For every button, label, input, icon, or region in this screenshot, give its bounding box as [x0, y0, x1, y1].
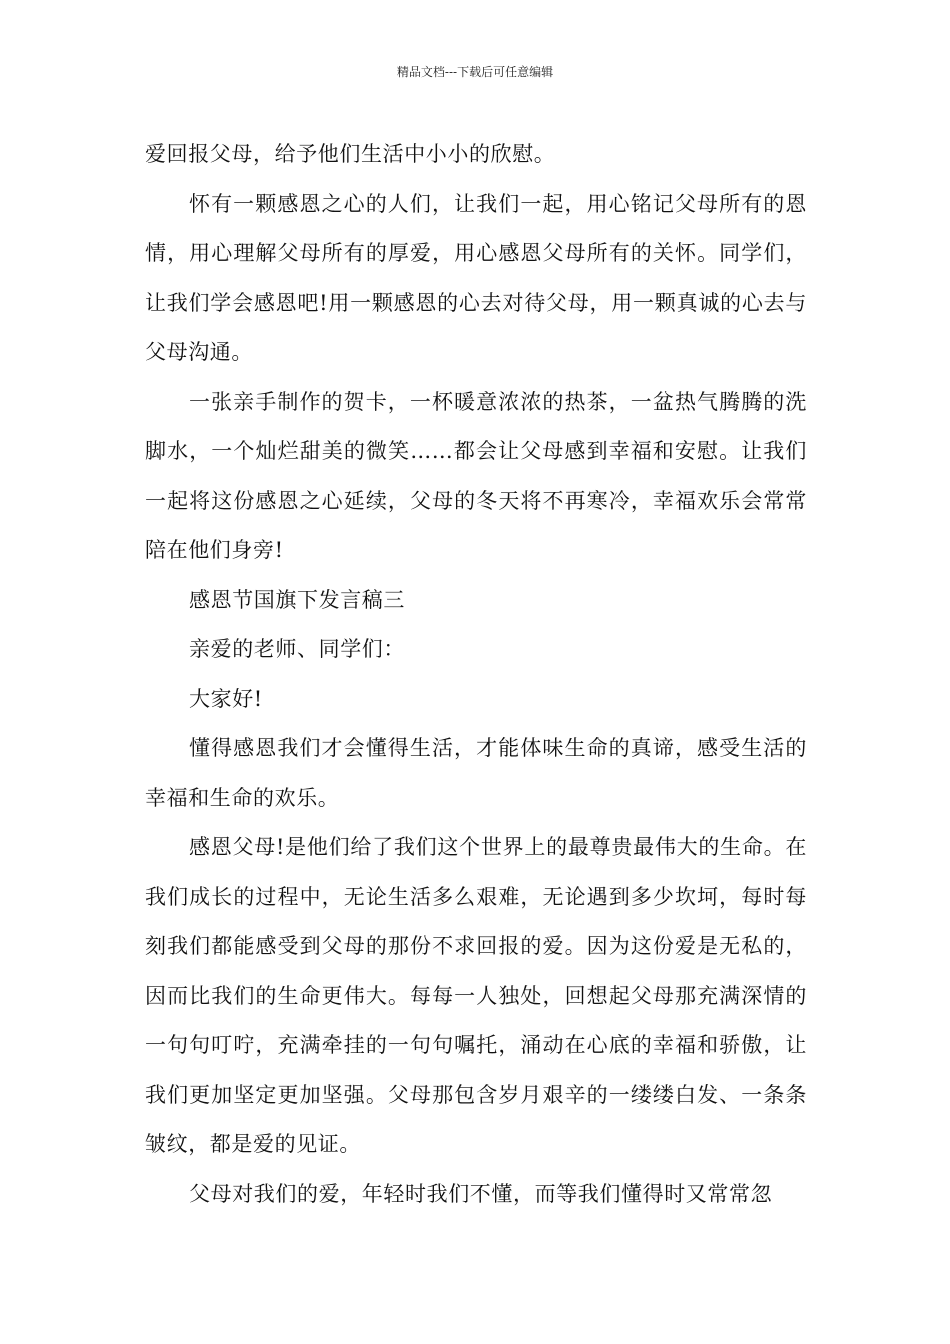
salutation: 亲爱的老师、同学们： [189, 637, 405, 661]
paragraph-8: 感恩父母!是他们给了我们这个世界上的最尊贵最伟大的生命。在我们成长的过程中，无论生活多么艰难，无论遇到多少坎坷，每时每刻我们都能感受到父母的那份不求回报的爱。因为这份爱是无私的，因而比我们的生命更伟大。每每一人独处，回想起父母那充满深情的一句句叮咛，充满牵挂的一句句嘱托，涌动在心底的幸福和骄傲，让我们更加坚定更加坚强。父母那包含岁月艰辛的一缕缕白发、一条条皱纹，都是爱的见证。 [145, 835, 807, 1156]
paragraph-7: 懂得感恩我们才会懂得生活，才能体味生命的真谛，感受生活的幸福和生命的欢乐。 [145, 736, 807, 810]
section-title: 感恩节国旗下发言稿三 [189, 587, 405, 612]
document-body [145, 130, 807, 1219]
page-header: 精品文档---下载后可任意编辑 [396, 65, 554, 79]
paragraph-3: 一张亲手制作的贺卡，一杯暖意浓浓的热茶，一盆热气腾腾的洗脚水，一个灿烂甜美的微笑……都会让父母感到幸福和安慰。让我们一起将这份感恩之心延续，父母的冬天将不再寒冷，幸福欢乐会常常陪在他们身旁! [145, 389, 807, 562]
paragraph-1: 爱回报父母，给予他们生活中小小的欣慰。 [145, 142, 556, 166]
paragraph-9: 父母对我们的爱，年轻时我们不懂，而等我们懂得时又常常忽 [189, 1181, 773, 1206]
paragraph-2: 怀有一颗感恩之心的人们，让我们一起，用心铭记父母所有的恩情，用心理解父母所有的厚爱，用心感恩父母所有的关怀。同学们，让我们学会感恩吧!用一颗感恩的心去对待父母，用一颗真诚的心去与父母沟通。 [145, 191, 807, 364]
greeting: 大家好! [189, 686, 263, 711]
